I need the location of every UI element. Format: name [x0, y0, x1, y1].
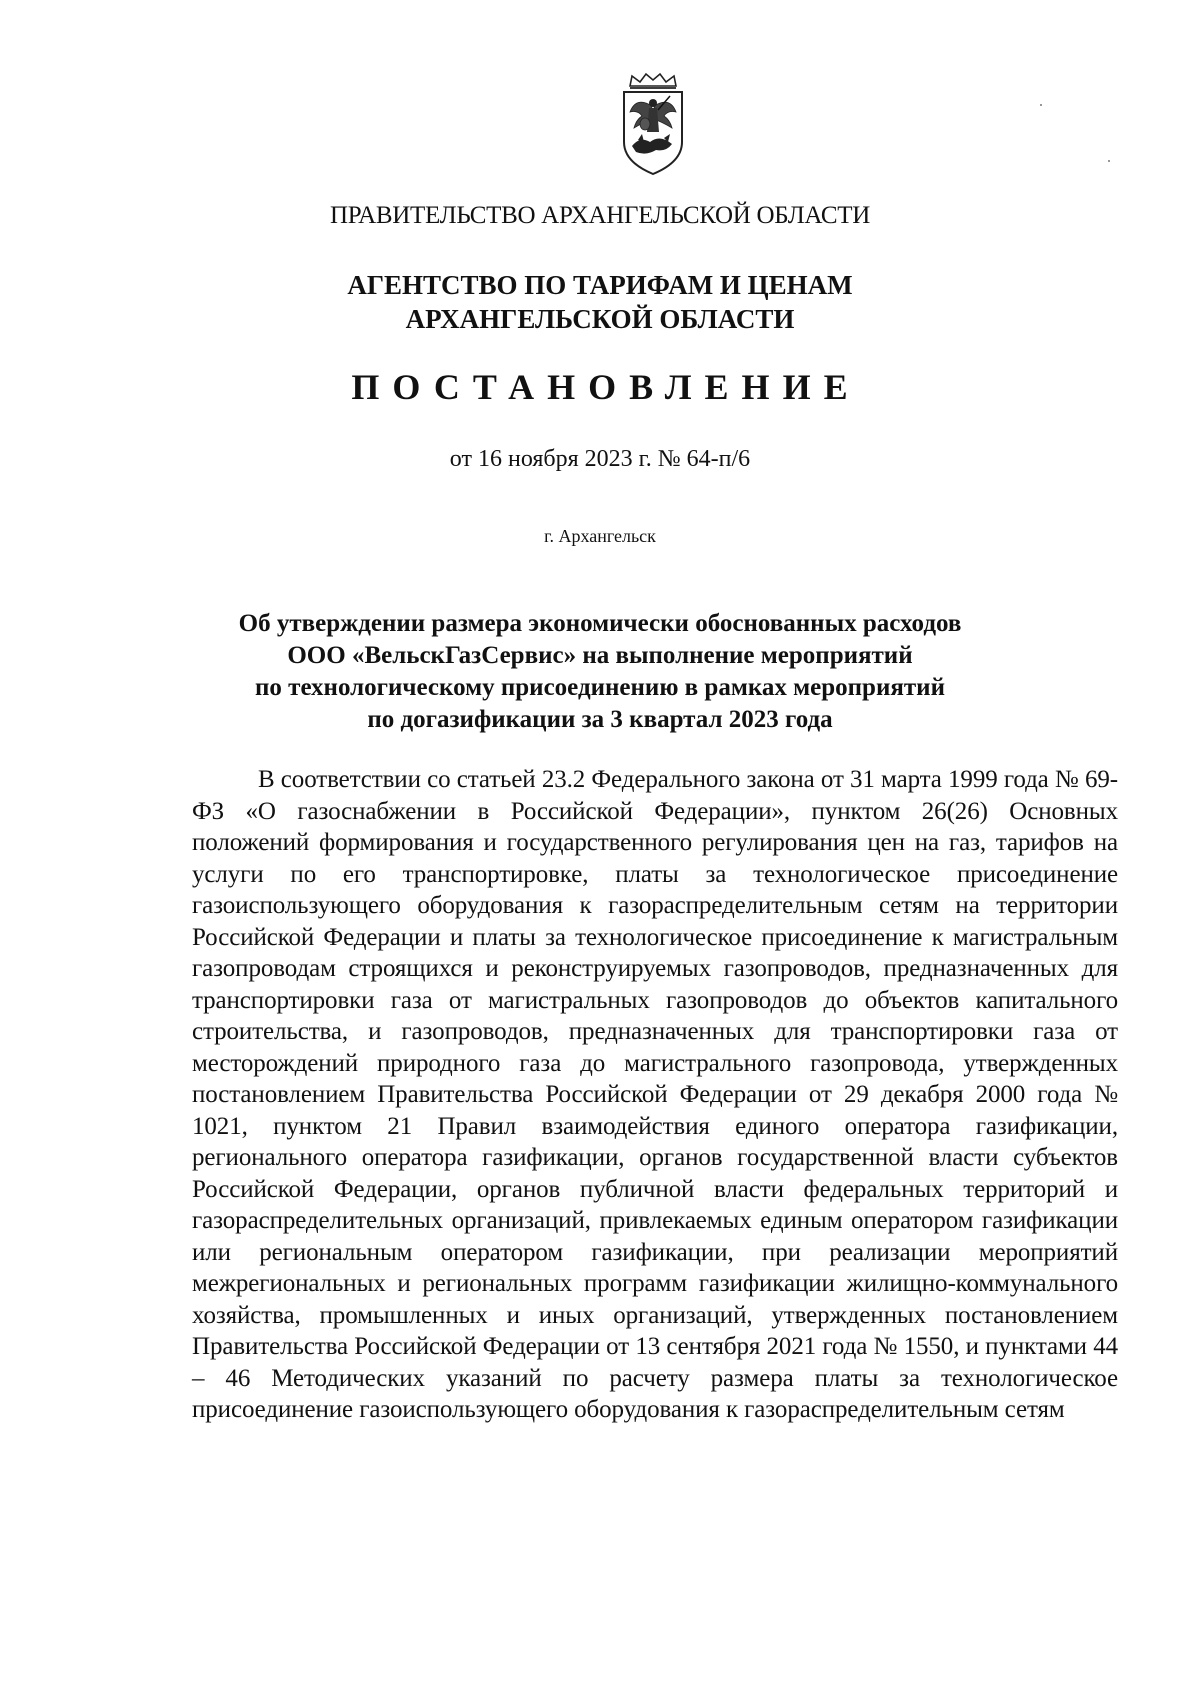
scan-speck: [1040, 104, 1042, 106]
title-line-4: по догазификации за 3 квартал 2023 года: [367, 706, 833, 733]
body-paragraph: В соответствии со статьей 23.2 Федерального закона от 31 марта 1999 года № 69-ФЗ «О газоснабжении в Российской Федерации», пунктом 26(26) Основных положений формирования и государственного регулирования цен на газ, тарифов на услуги по его транспортировке, платы за технологическое присоединение газоиспользующего оборудования к газораспределительным сетям на территории Российской Федерации и платы за технологическое присоединение к магистральным газопроводам строящихся и реконструируемых газопроводов, предназначенных для транспортировки газа от магистральных газопроводов до объектов капитального строительства, и газопроводов, предназначенных для транспортировки газа от месторождений природного газа до магистрального газопровода, утвержденных постановлением Правительства Российской Федерации от 29 декабря 2000 года № 1021, пунктом 21 Правил взаимодействия единого оператора газификации, регионального оператора газификации, органов государственной власти субъектов Российской Федерации, органов публичной власти федеральных территорий и газораспределительных организаций, привлекаемых единым оператором газификации или региональным оператором газификации, при реализации мероприятий межрегиональных и региональных программ газификации жилищно-коммунального хозяйства, промышленных и иных организаций, утвержденных постановлением Правительства Российской Федерации от 13 сентября 2021 года № 1550, и пунктами 44 – 46 Методических указаний по расчету размера платы за технологическое присоединение газоиспользующего оборудования к газораспределительным сетям: [192, 766, 1118, 1423]
title-line-1: Об утверждении размера экономически обоснованных расходов: [238, 610, 962, 637]
agency-name-line2: АРХАНГЕЛЬСКОЙ ОБЛАСТИ: [405, 304, 795, 334]
government-name: ПРАВИТЕЛЬСТВО АРХАНГЕЛЬСКОЙ ОБЛАСТИ: [330, 202, 870, 229]
agency-name: [0, 268, 1200, 336]
scan-speck: [1108, 160, 1110, 162]
coat-of-arms-icon: [618, 72, 688, 178]
title-line-2: ООО «ВельскГазСервис» на выполнение мероприятий: [287, 642, 913, 669]
document-type-heading: ПОСТАНОВЛЕНИЕ: [351, 367, 861, 407]
decree-date-number: от 16 ноября 2023 г. № 64-п/6: [449, 446, 751, 472]
city-name: г. Архангельск: [544, 526, 656, 546]
document-title: [0, 608, 1200, 736]
agency-name-line1: АГЕНТСТВО ПО ТАРИФАМ И ЦЕНАМ: [347, 270, 853, 300]
title-line-3: по технологическому присоединению в рамках мероприятий: [255, 674, 945, 701]
